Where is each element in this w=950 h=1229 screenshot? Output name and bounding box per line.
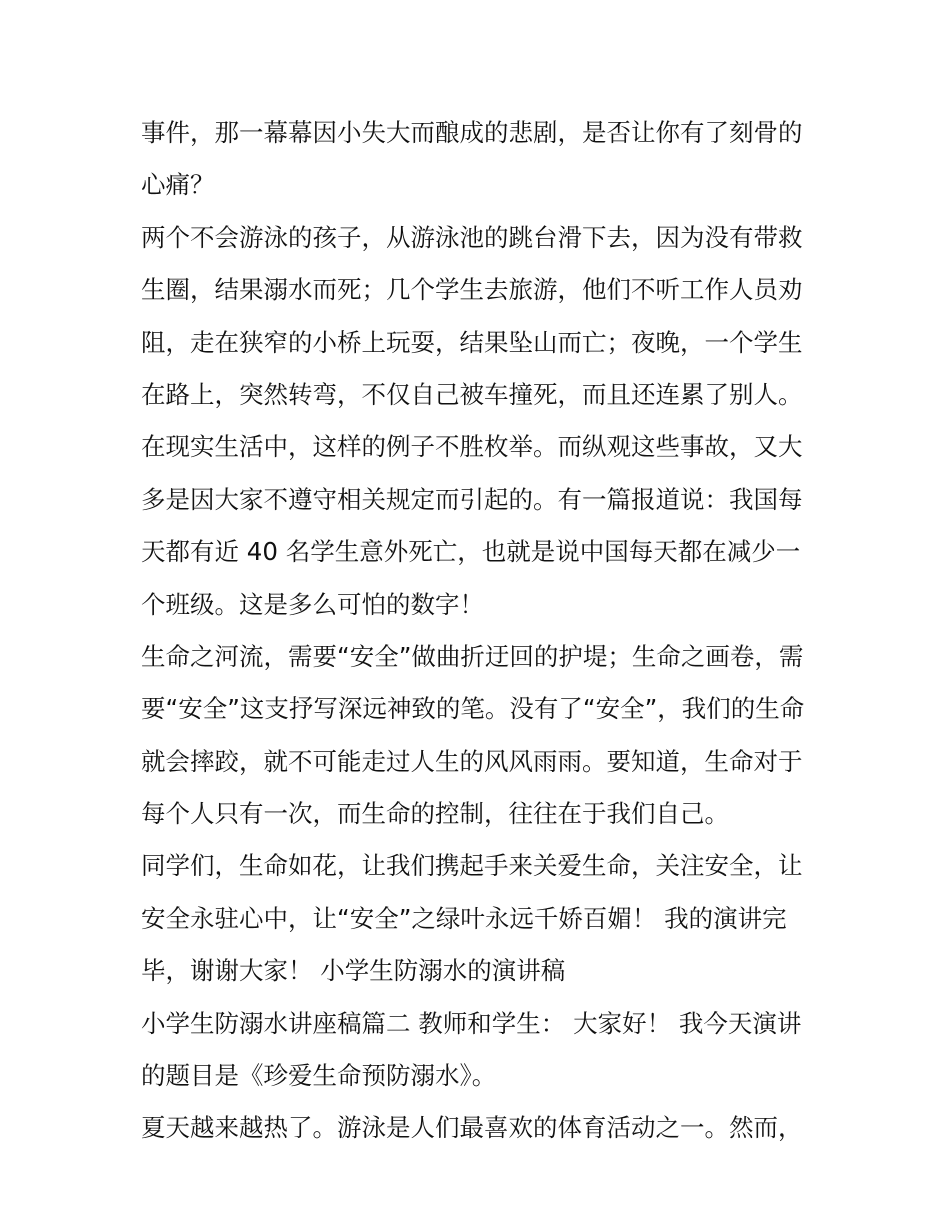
text-line: 心痛？	[141, 170, 215, 200]
text-line: 同学们，生命如花，让我们携起手来关爱生命，关注安全，让	[141, 851, 803, 881]
text-line: 安全永驻心中，让“安全”之绿叶永远千娇百媚！ 我的演讲完	[141, 903, 787, 933]
text-line: 阻，走在狭窄的小桥上玩耍，结果坠山而亡；夜晚，一个学生	[141, 327, 803, 357]
text-line: 小学生防溺水讲座稿篇二 教师和学生： 大家好！ 我今天演讲	[141, 1008, 802, 1038]
text-line: 的题目是《珍爱生命预防溺水》。	[141, 1061, 497, 1091]
text-line: 事件，那一幕幕因小失大而酿成的悲剧，是否让你有了刻骨的	[141, 118, 803, 147]
text-line: 个班级。这是多么可怕的数字！	[141, 589, 484, 619]
document-body	[141, 107, 821, 1155]
text-line: 要“安全”这支抒写深远神致的笔。没有了“安全”，我们的生命	[141, 694, 805, 724]
text-line: 天都有近 40 名学生意外死亡，也就是说中国每天都在减少一	[141, 537, 801, 567]
text-line: 夏天越来越热了。游泳是人们最喜欢的体育活动之一。然而，	[141, 1113, 803, 1143]
text-line: 多是因大家不遵守相关规定而引起的。有一篇报道说：我国每	[141, 484, 803, 514]
text-line: 每个人只有一次，而生命的控制，往往在于我们自己。	[141, 799, 729, 829]
text-line: 在路上，突然转弯，不仅自己被车撞死，而且还连累了别人。	[141, 379, 803, 409]
text-line: 在现实生活中，这样的例子不胜枚举。而纵观这些事故，又大	[141, 432, 803, 462]
text-line: 生圈，结果溺水而死；几个学生去旅游，他们不听工作人员劝	[141, 275, 803, 305]
text-line: 毕，谢谢大家！ 小学生防溺水的演讲稿	[141, 956, 566, 986]
text-line: 生命之河流，需要“安全”做曲折迂回的护堤；生命之画卷，需	[141, 641, 804, 671]
text-line: 两个不会游泳的孩子，从游泳池的跳台滑下去，因为没有带救	[141, 222, 803, 252]
text-line: 就会摔跤，就不可能走过人生的风风雨雨。要知道，生命对于	[141, 746, 803, 776]
